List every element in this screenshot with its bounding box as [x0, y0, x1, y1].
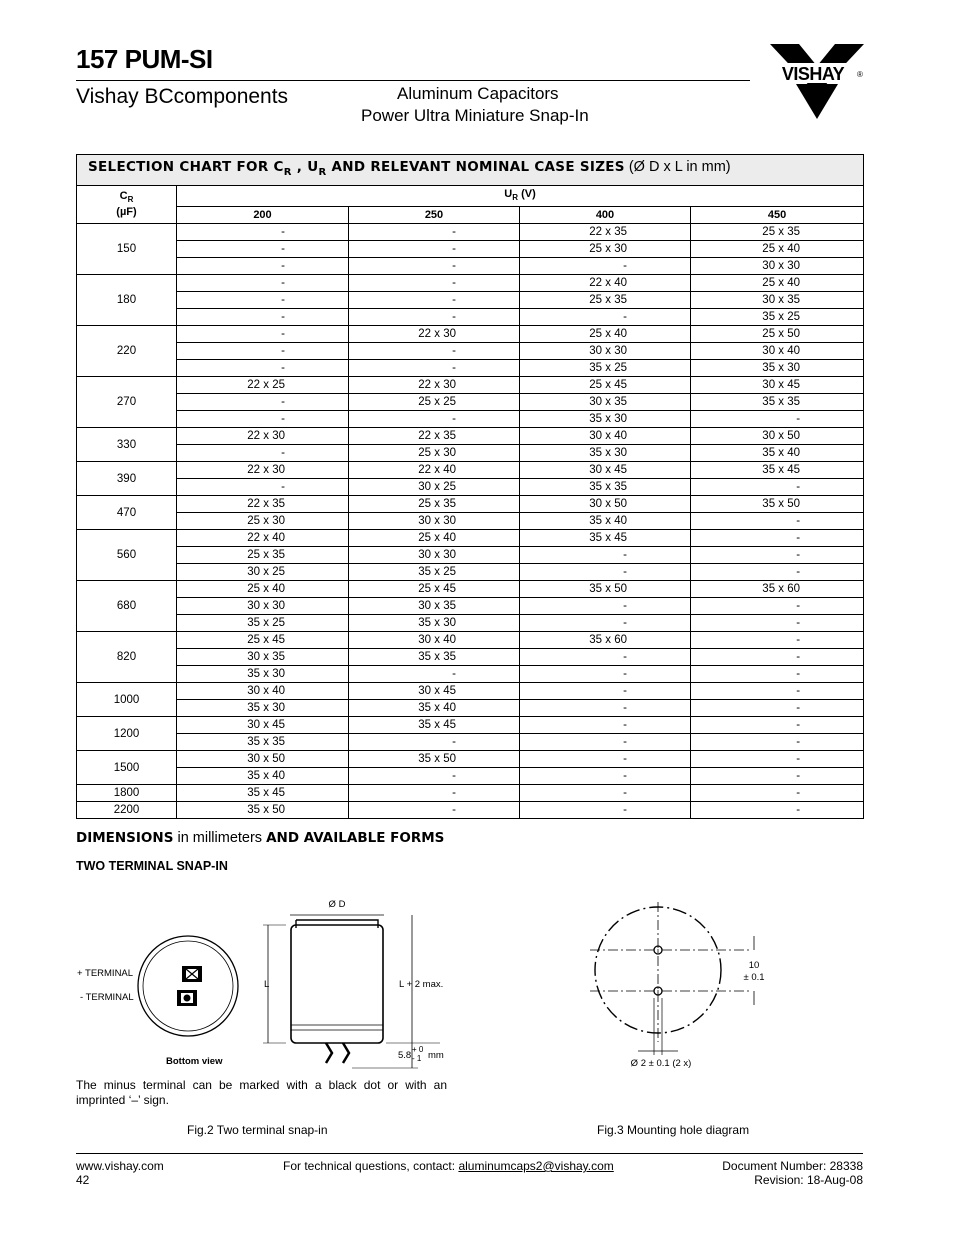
case-size-cell: 35 x 45 — [349, 717, 520, 734]
case-size-cell: - — [177, 258, 349, 275]
case-size-cell: - — [349, 411, 520, 428]
case-size-cell: - — [177, 224, 349, 241]
case-size-cell: - — [691, 547, 864, 564]
case-size-cell: - — [349, 734, 520, 751]
case-size-cell: 30 x 45 — [349, 683, 520, 700]
footer-contact — [283, 1159, 614, 1173]
capacitance-cell: 470 — [77, 496, 177, 530]
ur-unit: (V) — [518, 187, 536, 200]
table-title-sub: R — [318, 166, 327, 178]
case-size-cell: 35 x 40 — [349, 700, 520, 717]
case-size-cell: - — [691, 615, 864, 632]
case-size-cell: 22 x 40 — [349, 462, 520, 479]
case-size-cell: 25 x 40 — [177, 581, 349, 598]
voltage-column-header: 450 — [691, 207, 864, 224]
capacitance-cell: 560 — [77, 530, 177, 581]
table-row — [77, 343, 864, 360]
logo-wordmark: VISHAY — [781, 64, 845, 84]
case-size-cell: 35 x 35 — [691, 394, 864, 411]
cr-unit: (µF) — [116, 206, 137, 219]
page-number: 42 — [76, 1173, 90, 1187]
case-size-cell: - — [349, 241, 520, 258]
table-title-row — [77, 155, 864, 186]
case-size-cell: - — [691, 700, 864, 717]
vishay-logo — [766, 44, 868, 122]
case-size-cell: - — [177, 479, 349, 496]
capacitance-cell: 680 — [77, 581, 177, 632]
case-size-cell: - — [691, 632, 864, 649]
contact-prefix: For technical questions, contact: — [283, 1159, 459, 1173]
case-size-cell: - — [349, 343, 520, 360]
case-size-cell: 22 x 30 — [177, 462, 349, 479]
minus-terminal-label: - TERMINAL — [80, 992, 134, 1003]
case-size-cell: 22 x 35 — [177, 496, 349, 513]
revision-date: Revision: 18-Aug-08 — [754, 1173, 863, 1187]
case-size-cell: 30 x 50 — [691, 428, 864, 445]
case-size-cell: 35 x 30 — [349, 615, 520, 632]
case-size-cell: 35 x 50 — [349, 751, 520, 768]
case-size-cell: - — [349, 258, 520, 275]
table-row — [77, 275, 864, 292]
footer-rule — [76, 1153, 863, 1154]
product-category: Aluminum Capacitors — [397, 84, 559, 103]
table-row — [77, 768, 864, 785]
table-row — [77, 717, 864, 734]
logo-triangle-bottom — [796, 84, 838, 119]
case-size-cell: 30 x 35 — [520, 394, 691, 411]
pin-length-label: 5.8 — [398, 1050, 412, 1061]
case-size-cell: 25 x 45 — [520, 377, 691, 394]
case-size-cell: 30 x 30 — [349, 547, 520, 564]
capacitance-cell: 820 — [77, 632, 177, 683]
case-size-cell: 30 x 40 — [691, 343, 864, 360]
case-size-cell: - — [349, 309, 520, 326]
case-size-cell: 30 x 30 — [349, 513, 520, 530]
case-size-cell: 35 x 30 — [177, 666, 349, 683]
table-row — [77, 785, 864, 802]
table-header-row — [77, 185, 864, 206]
table-row — [77, 751, 864, 768]
case-size-cell: 35 x 50 — [520, 581, 691, 598]
table-row — [77, 241, 864, 258]
case-size-cell: 35 x 25 — [349, 564, 520, 581]
case-size-cell: 30 x 40 — [177, 683, 349, 700]
case-size-cell: 35 x 40 — [691, 445, 864, 462]
case-size-cell: - — [177, 326, 349, 343]
case-size-cell: 30 x 45 — [691, 377, 864, 394]
case-size-cell: - — [691, 598, 864, 615]
case-size-cell: - — [520, 615, 691, 632]
case-size-cell: 30 x 35 — [349, 598, 520, 615]
case-size-cell: 22 x 35 — [520, 224, 691, 241]
case-size-cell: - — [349, 224, 520, 241]
case-size-cell: - — [691, 802, 864, 819]
case-size-cell: 30 x 30 — [177, 598, 349, 615]
table-row — [77, 564, 864, 581]
case-size-cell: 35 x 40 — [520, 513, 691, 530]
case-size-cell: 35 x 35 — [177, 734, 349, 751]
form-subheading: TWO TERMINAL SNAP-IN — [76, 859, 228, 873]
capacitance-cell: 1500 — [77, 751, 177, 785]
case-size-cell: 35 x 30 — [177, 700, 349, 717]
case-size-cell: - — [177, 343, 349, 360]
case-size-cell: 22 x 40 — [520, 275, 691, 292]
case-size-cell: - — [520, 802, 691, 819]
table-row — [77, 530, 864, 547]
capacitance-cell: 270 — [77, 377, 177, 428]
dimension-drawings — [60, 890, 860, 1090]
case-size-cell: 35 x 25 — [177, 615, 349, 632]
case-size-cell: 30 x 35 — [691, 292, 864, 309]
footer-document-info — [722, 1159, 863, 1187]
case-size-cell: - — [520, 717, 691, 734]
case-size-cell: 35 x 40 — [177, 768, 349, 785]
table-row — [77, 428, 864, 445]
table-title-part: AND RELEVANT NOMINAL CASE SIZES — [326, 159, 625, 175]
table-row — [77, 547, 864, 564]
case-size-cell: 25 x 35 — [177, 547, 349, 564]
hole-pitch-label: 10 — [748, 960, 760, 971]
case-size-cell: - — [520, 258, 691, 275]
case-size-cell: 30 x 45 — [177, 717, 349, 734]
case-size-cell: 35 x 50 — [177, 802, 349, 819]
case-size-cell: - — [177, 275, 349, 292]
dimensions-heading-bold: AND AVAILABLE FORMS — [266, 830, 445, 846]
case-size-cell: 25 x 30 — [349, 445, 520, 462]
case-size-cell: 30 x 25 — [177, 564, 349, 581]
capacitance-cell: 1200 — [77, 717, 177, 751]
snap-pin-left — [326, 1043, 332, 1063]
website-link[interactable]: www.vishay.com — [76, 1159, 164, 1173]
table-row — [77, 649, 864, 666]
voltage-column-header: 200 — [177, 207, 349, 224]
footer-site — [76, 1159, 164, 1187]
case-size-cell: - — [177, 411, 349, 428]
case-size-cell: 25 x 40 — [349, 530, 520, 547]
case-size-cell: - — [177, 241, 349, 258]
pin-tolerance-plus: + 0 — [412, 1045, 424, 1054]
case-size-cell: - — [520, 649, 691, 666]
table-row — [77, 224, 864, 241]
table-row — [77, 666, 864, 683]
table-row — [77, 462, 864, 479]
case-size-cell: - — [691, 683, 864, 700]
selection-chart-table — [76, 154, 864, 819]
capacitance-cell: 150 — [77, 224, 177, 275]
case-size-cell: 22 x 25 — [177, 377, 349, 394]
fig3-caption: Fig.3 Mounting hole diagram — [597, 1123, 750, 1137]
case-size-cell: - — [520, 598, 691, 615]
case-size-cell: 35 x 25 — [520, 360, 691, 377]
dimensions-heading-bold: DIMENSIONS — [76, 830, 174, 846]
case-size-cell: - — [691, 513, 864, 530]
table-body — [77, 224, 864, 819]
case-size-cell: 35 x 30 — [691, 360, 864, 377]
table-row — [77, 632, 864, 649]
case-size-cell: - — [349, 292, 520, 309]
hole-pitch-tolerance: ± 0.1 — [743, 972, 765, 983]
case-size-cell: - — [177, 360, 349, 377]
product-family: Power Ultra Miniature Snap-In — [361, 106, 589, 125]
table-row — [77, 598, 864, 615]
table-row — [77, 479, 864, 496]
case-size-cell: 30 x 40 — [349, 632, 520, 649]
sleeve-top-edge — [296, 920, 378, 928]
case-size-cell: 35 x 30 — [520, 411, 691, 428]
fig2-caption: Fig.2 Two terminal snap-in — [187, 1123, 328, 1137]
case-size-cell: 30 x 35 — [177, 649, 349, 666]
table-row — [77, 377, 864, 394]
case-size-cell: 35 x 60 — [691, 581, 864, 598]
diameter-label: Ø D — [328, 899, 346, 910]
case-size-cell: - — [691, 666, 864, 683]
case-size-cell: 22 x 30 — [349, 326, 520, 343]
table-row — [77, 700, 864, 717]
case-size-cell: - — [520, 309, 691, 326]
table-row — [77, 615, 864, 632]
document-number: Document Number: 28338 — [722, 1159, 863, 1173]
table-row — [77, 394, 864, 411]
table-row — [77, 581, 864, 598]
length-max-label: L + 2 max. — [399, 979, 444, 990]
table-row — [77, 683, 864, 700]
case-size-cell: 30 x 40 — [520, 428, 691, 445]
case-size-cell: - — [177, 394, 349, 411]
capacitance-cell: 180 — [77, 275, 177, 326]
table-row — [77, 496, 864, 513]
table-row — [77, 802, 864, 819]
voltage-values-row — [77, 207, 864, 224]
case-size-cell: - — [349, 785, 520, 802]
voltage-column-header: 400 — [520, 207, 691, 224]
case-size-cell: 35 x 25 — [691, 309, 864, 326]
case-size-cell: - — [177, 309, 349, 326]
case-size-cell: 25 x 40 — [691, 241, 864, 258]
logo-registered: ® — [857, 70, 863, 79]
case-size-cell: 30 x 30 — [691, 258, 864, 275]
case-size-cell: 25 x 50 — [691, 326, 864, 343]
case-size-cell: - — [691, 564, 864, 581]
pin-tolerance-minus: - 1 — [412, 1054, 422, 1063]
case-size-cell: - — [691, 768, 864, 785]
ur-subscript: R — [512, 193, 519, 203]
case-inner-circle — [143, 941, 233, 1031]
brand-name: Vishay BCcomponents — [76, 85, 289, 108]
table-title-sub: R — [283, 166, 292, 178]
case-size-cell: - — [177, 445, 349, 462]
dimensions-heading — [76, 830, 444, 846]
case-size-cell: - — [349, 360, 520, 377]
capacitance-cell: 1000 — [77, 683, 177, 717]
case-size-cell: 35 x 45 — [691, 462, 864, 479]
bottom-view-label: Bottom view — [166, 1056, 223, 1067]
case-size-cell: 30 x 25 — [349, 479, 520, 496]
capacitance-cell: 390 — [77, 462, 177, 496]
case-size-cell: - — [520, 751, 691, 768]
case-size-cell: 35 x 50 — [691, 496, 864, 513]
mounting-hole-drawing — [590, 902, 754, 1055]
plus-terminal-symbol — [182, 966, 202, 982]
table-row — [77, 513, 864, 530]
length-label: L — [264, 979, 270, 990]
case-size-cell: - — [691, 411, 864, 428]
table-title-note: (Ø D x L in mm) — [624, 159, 731, 175]
case-size-cell: 25 x 35 — [691, 224, 864, 241]
case-size-cell: 25 x 25 — [349, 394, 520, 411]
case-size-cell: - — [691, 530, 864, 547]
table-row — [77, 292, 864, 309]
case-size-cell: - — [520, 564, 691, 581]
case-size-cell: - — [691, 751, 864, 768]
table-title — [77, 155, 864, 186]
case-size-cell: 35 x 35 — [520, 479, 691, 496]
case-size-cell: - — [349, 802, 520, 819]
case-size-cell: - — [177, 292, 349, 309]
capacitance-header — [77, 185, 177, 223]
case-size-cell: - — [520, 547, 691, 564]
case-size-cell: - — [691, 785, 864, 802]
case-size-cell: 35 x 60 — [520, 632, 691, 649]
capacitance-cell: 330 — [77, 428, 177, 462]
case-size-cell: 25 x 40 — [691, 275, 864, 292]
pin-unit: mm — [428, 1050, 444, 1061]
case-size-cell: - — [520, 734, 691, 751]
table-row — [77, 411, 864, 428]
capacitance-cell: 220 — [77, 326, 177, 377]
case-size-cell: - — [349, 666, 520, 683]
case-size-cell: 35 x 35 — [349, 649, 520, 666]
case-size-cell: - — [691, 479, 864, 496]
case-size-cell: 25 x 30 — [520, 241, 691, 258]
table-row — [77, 445, 864, 462]
case-size-cell: 35 x 30 — [520, 445, 691, 462]
ur-symbol: U — [504, 187, 513, 200]
minus-terminal-symbol — [177, 990, 197, 1006]
bottom-view-drawing — [138, 936, 238, 1036]
table-title-part: , U — [291, 159, 319, 175]
case-size-cell: - — [520, 768, 691, 785]
case-size-cell: 25 x 35 — [349, 496, 520, 513]
table-row — [77, 734, 864, 751]
header-rule — [76, 80, 750, 81]
case-size-cell: - — [520, 666, 691, 683]
hole-diameter-label: Ø 2 ± 0.1 (2 x) — [630, 1058, 692, 1069]
table-title-part: SELECTION CHART FOR C — [88, 159, 284, 175]
voltage-column-header: 250 — [349, 207, 520, 224]
case-size-cell: 22 x 35 — [349, 428, 520, 445]
case-size-cell: 35 x 45 — [520, 530, 691, 547]
snap-pin-right — [343, 1043, 349, 1063]
capacitance-cell: 1800 — [77, 785, 177, 802]
case-size-cell: 30 x 45 — [520, 462, 691, 479]
dimensions-heading-unit: in millimeters — [173, 830, 267, 846]
table-row — [77, 326, 864, 343]
case-size-cell: 25 x 45 — [349, 581, 520, 598]
case-size-cell: - — [691, 649, 864, 666]
case-size-cell: - — [691, 734, 864, 751]
case-size-cell: 30 x 30 — [520, 343, 691, 360]
case-size-cell: 22 x 40 — [177, 530, 349, 547]
case-size-cell: - — [520, 683, 691, 700]
case-size-cell: 35 x 45 — [177, 785, 349, 802]
case-size-cell: 25 x 40 — [520, 326, 691, 343]
page-title: 157 PUM-SI — [76, 44, 213, 74]
case-size-cell: 30 x 50 — [520, 496, 691, 513]
case-size-cell: 22 x 30 — [349, 377, 520, 394]
voltage-header — [177, 185, 864, 206]
cr-symbol: C — [119, 189, 128, 202]
case-size-cell: - — [349, 275, 520, 292]
case-size-cell: 30 x 50 — [177, 751, 349, 768]
case-size-cell: - — [691, 717, 864, 734]
case-size-cell: 22 x 30 — [177, 428, 349, 445]
plus-terminal-label: + TERMINAL — [77, 968, 134, 979]
table-row — [77, 258, 864, 275]
case-size-cell: 25 x 45 — [177, 632, 349, 649]
table-row — [77, 360, 864, 377]
case-size-cell: - — [349, 768, 520, 785]
case-size-cell: - — [520, 700, 691, 717]
cr-subscript: R — [127, 195, 134, 205]
table-row — [77, 309, 864, 326]
case-size-cell: 25 x 30 — [177, 513, 349, 530]
case-size-cell: 25 x 35 — [520, 292, 691, 309]
capacitance-cell: 2200 — [77, 802, 177, 819]
case-size-cell: - — [520, 785, 691, 802]
contact-email-link[interactable]: aluminumcaps2@vishay.com — [458, 1159, 614, 1173]
terminal-marking-note: The minus terminal can be marked with a black dot or with an imprinted ‘–’ sign. — [76, 1078, 447, 1107]
case-outline-circle — [138, 936, 238, 1036]
